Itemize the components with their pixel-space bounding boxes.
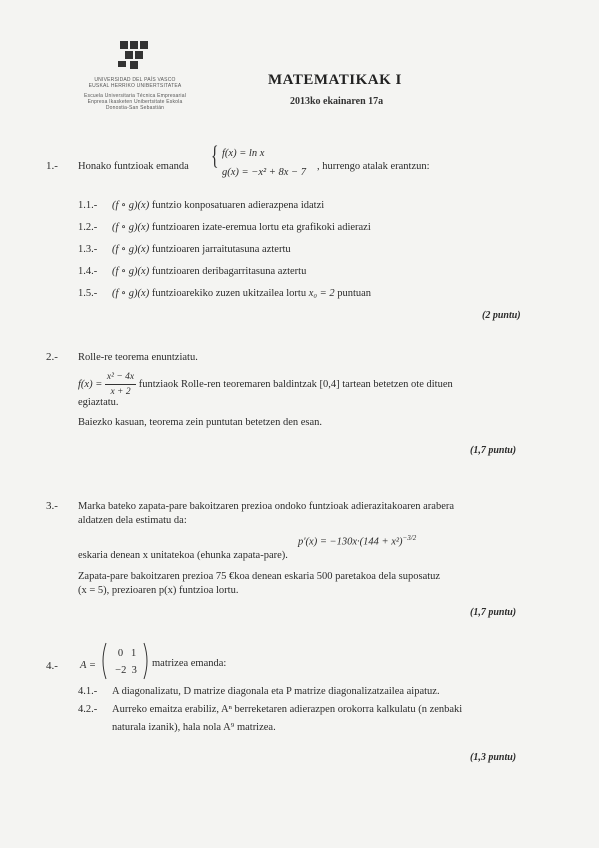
university-logo-icon xyxy=(112,35,152,75)
question-1-points: (2 puntu) xyxy=(482,310,521,321)
question-3-line3: eskaria denean x unitatekoa (ehunka zapata-pare). xyxy=(78,550,288,561)
question-2-number: 2.- xyxy=(46,351,58,363)
question-3-points: (1,7 puntu) xyxy=(470,607,517,618)
rolle-function-fraction: $\frac{\text{x² − 4x}}{x + 2}$ xyxy=(106,372,135,397)
question-2-line1: Rolle-re teorema enuntziatu. xyxy=(78,352,198,363)
question-2-line4: Baiezko kasuan, teorema zein puntutan betetzen den esan. xyxy=(78,417,323,428)
system-brace: { xyxy=(211,141,219,170)
matrix-row-1: 0 1 xyxy=(117,648,137,659)
question-2-function-line: f(x) = $\frac{\text{x² − 4x}}{x + 2}$ funtziaok Rolle-ren teoremaren baldintzak [0,4] tartean betetzen ote dituen xyxy=(78,372,453,397)
question-4-number: 4.- xyxy=(46,660,58,672)
question-4-after: matrizea emanda: xyxy=(152,658,227,669)
question-4-2: 4.2.- Aurreko emaitza erabiliz, Aⁿ berreketaren adierazpen orokorra kalkulatu (n zenbaki xyxy=(78,704,463,715)
exam-title: MATEMATIKAK I xyxy=(268,72,402,88)
question-1-1: 1.1.- (f ∘ g)(x) funtzio konposatuaren adierazpena idatzi xyxy=(78,200,325,211)
university-name: UNIVERSIDAD DEL PAÍS VASCO EUSKAL HERRIKO UNIBERTSITATEA xyxy=(88,77,182,89)
question-1-intro: Honako funtzioak emanda xyxy=(78,161,189,172)
question-3-line5: (x = 5), prezioaren p(x) funtzioa lortu. xyxy=(78,585,239,596)
question-3-line1: Marka bateko zapata-pare bakoitzaren prezioa ondoko funtzioak adierazitakoaren arabera xyxy=(78,501,455,512)
question-1-2: 1.2.- (f ∘ g)(x) funtzioaren izate-eremua lortu eta grafikoki adierazi xyxy=(78,222,371,233)
question-4-2-continued: naturala izanik), hala nola A⁹ matrizea. xyxy=(112,722,276,733)
question-1-3: 1.3.- (f ∘ g)(x) funtzioaren jarraitutasuna aztertu xyxy=(78,244,291,255)
question-4-points: (1,3 puntu) xyxy=(470,752,517,763)
question-2-line3: egiaztatu. xyxy=(78,397,119,408)
question-1-4: 1.4.- (f ∘ g)(x) funtzioaren deribagarritasuna aztertu xyxy=(78,266,307,277)
question-3-line2: aldatzen dela estimatu da: xyxy=(78,515,187,526)
function-f: f(x) = ln x xyxy=(222,148,265,159)
price-derivative-formula: $p'(x) = -130x\cdot(144 + x^2)^{-3/2}$ xyxy=(298,534,417,548)
matrix-row-2: −2 3 xyxy=(115,665,137,676)
matrix-name: A = xyxy=(80,660,96,671)
question-3-number: 3.- xyxy=(46,500,58,512)
school-name: Escuela Universitaria Técnica Empresarial Enpresa Ikasketen Unibertsitate Eskola Donostia-San Sebastián xyxy=(83,93,187,111)
question-1-5: 1.5.- (f ∘ g)(x) funtzioarekiko zuzen ukitzailea lortu x₀ = 2 puntuan xyxy=(78,288,372,299)
exam-date: 2013ko ekainaren 17a xyxy=(290,96,384,107)
question-1-number: 1.- xyxy=(46,160,58,172)
question-2-points: (1,7 puntu) xyxy=(470,445,517,456)
question-3-line4: Zapata-pare bakoitzaren prezioa 75 €koa denean eskaria 500 paretakoa dela suposatuz xyxy=(78,571,441,582)
question-4-1: 4.1.- A diagonalizatu, D matrize diagonala eta P matrize diagonalizatzailea aipatuz. xyxy=(78,686,440,697)
question-1-after: , hurrengo atalak erantzun: xyxy=(317,161,430,172)
function-g: g(x) = −x² + 8x − 7 xyxy=(222,167,306,178)
